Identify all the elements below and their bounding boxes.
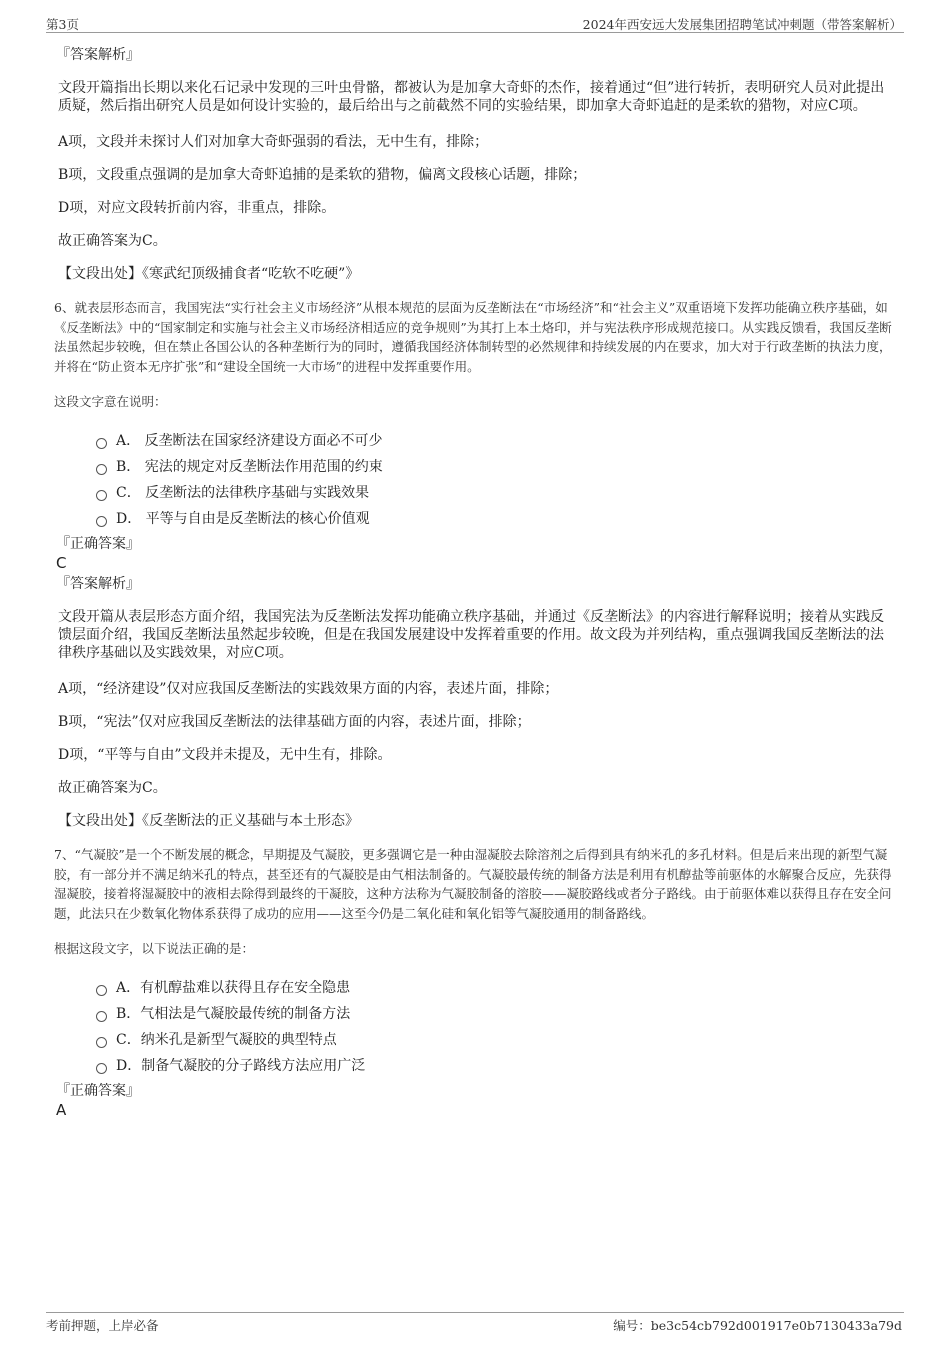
question-7-options [96, 974, 896, 1078]
analysis-paragraph: 文段开篇指出长期以来化石记录中发现的三叶虫骨骼，都被认为是加拿大奇虾的杰作，接着通过“但”进行转折，表明研究人员对此提出质疑，然后指出研究人员是如何设计实验的，最后给出与之前截然不同的实验结果，即加拿大奇虾追赶的是柔软的猎物，对应C项。 [58, 80, 885, 114]
option-c[interactable] [96, 479, 896, 505]
radio-icon[interactable] [96, 490, 107, 501]
option-label: C．纳米孔是新型气凝胶的典型特点 [116, 1032, 337, 1048]
document-title: 2024年西安远大发展集团招聘笔试冲刺题（带答案解析） [582, 17, 902, 32]
analysis-paragraph: 文段开篇从表层形态方面介绍，我国宪法为反垄断法发挥功能确立秩序基础，并通过《反垄断法》的内容进行解释说明；接着从实践反馈层面介绍，我国反垄断法虽然起步较晚，但是在我国发展建设中发挥着重要的作用。故文段为并列结构，重点强调我国反垄断法的法律秩序基础以及实践效果，对应C项。 [58, 609, 884, 661]
radio-icon[interactable] [96, 1011, 107, 1022]
question-7-text: 7、“气凝胶”是一个不断发展的概念，早期提及气凝胶，更多强调它是一种由湿凝胶去除溶剂之后得到具有纳米孔的多孔材料。但是后来出现的新型气凝胶，有一部分并不满足纳米孔的特点，甚至还有的气凝胶是由气相法制备的。气凝胶最传统的制备方法是利用有机醇盐等前驱体的水解聚合反应，先获得湿凝胶，接着将湿凝胶中的液相去除得到最终的干凝胶，这种方法称为气凝胶制备的溶胶——凝胶路线或者分子路线。由于前驱体难以获得且存在安全问题，此法只在少数氧化物体系获得了成功的应用——这至今仍是二氧化硅和氧化铝等气凝胶通用的制备路线。 [54, 847, 892, 921]
question-6-text: 6、就表层形态而言，我国宪法“实行社会主义市场经济”从根本规范的层面为反垄断法在“市场经济”和“社会主义”双重语境下发挥功能确立秩序基础，如《反垄断法》中的“国家制定和实施与社会主义市场经济相适应的竞争规则”为其打上本土烙印，并与宪法秩序形成规范接口。从实践反馈看，我国反垄断法虽然起步较晚，但在禁止各国公认的各种垄断行为的同时，遵循我国经济体制转型的必然规律和持续发展的内在要求，加大对于行政垄断的执法力度，并将在“防止资本无序扩张”和“建设全国统一大市场”的进程中发挥重要作用。 [54, 300, 892, 374]
option-label: B．气相法是气凝胶最传统的制备方法 [116, 1006, 351, 1022]
correct-answer-label: 『正确答案』 [56, 1083, 140, 1099]
analysis-option-b: B项，“宪法”仅对应我国反垄断法的法律基础方面的内容，表述片面，排除； [58, 714, 531, 730]
option-b[interactable] [96, 1000, 896, 1026]
correct-answer-label: 『正确答案』 [56, 536, 140, 552]
option-d[interactable] [96, 505, 896, 531]
page-footer [46, 1312, 904, 1335]
radio-icon[interactable] [96, 438, 107, 449]
analysis-option-b: B项，文段重点强调的是加拿大奇虾追捕的是柔软的猎物，偏离文段核心话题，排除； [58, 167, 587, 183]
radio-icon[interactable] [96, 1037, 107, 1048]
radio-icon[interactable] [96, 516, 107, 527]
source-citation: 【文段出处】《寒武纪顶级捕食者“吃软不吃硬”》 [58, 266, 360, 282]
option-a[interactable] [96, 974, 896, 1000]
option-label: D． 平等与自由是反垄断法的核心价值观 [116, 511, 370, 527]
question-6-options [96, 427, 896, 531]
option-c[interactable] [96, 1026, 896, 1052]
option-a[interactable] [96, 427, 896, 453]
page-header [46, 14, 904, 33]
analysis-option-a: A项，“经济建设”仅对应我国反垄断法的实践效果方面的内容，表述片面，排除； [58, 681, 559, 697]
analysis-label: 『答案解析』 [56, 47, 140, 63]
page-content [56, 46, 896, 1122]
option-label: C． 反垄断法的法律秩序基础与实践效果 [116, 485, 370, 501]
analysis-label: 『答案解析』 [56, 576, 140, 592]
correct-answer: A [56, 1101, 67, 1119]
document-code: 编号：be3c54cb792d001917e0b7130433a79d [613, 1318, 902, 1333]
option-label: A．有机醇盐难以获得且存在安全隐患 [116, 980, 351, 996]
analysis-conclusion: 故正确答案为C。 [58, 233, 167, 249]
option-label: A． 反垄断法在国家经济建设方面必不可少 [116, 433, 383, 449]
radio-icon[interactable] [96, 985, 107, 996]
option-d[interactable] [96, 1052, 896, 1078]
question-6-stem: 这段文字意在说明： [54, 394, 167, 409]
analysis-option-a: A项，文段并未探讨人们对加拿大奇虾强弱的看法，无中生有，排除； [58, 134, 489, 150]
option-label: B． 宪法的规定对反垄断法作用范围的约束 [116, 459, 383, 475]
page-number: 第3页 [46, 17, 79, 32]
radio-icon[interactable] [96, 464, 107, 475]
question-7-stem: 根据这段文字，以下说法正确的是： [54, 941, 255, 956]
option-b[interactable] [96, 453, 896, 479]
footer-slogan: 考前押题，上岸必备 [46, 1318, 159, 1333]
analysis-conclusion: 故正确答案为C。 [58, 780, 167, 796]
source-citation: 【文段出处】《反垄断法的正义基础与本土形态》 [58, 813, 359, 829]
radio-icon[interactable] [96, 1063, 107, 1074]
analysis-option-d: D项，“平等与自由”文段并未提及，无中生有，排除。 [58, 747, 392, 763]
correct-answer: C [56, 554, 67, 572]
option-label: D．制备气凝胶的分子路线方法应用广泛 [116, 1058, 366, 1074]
analysis-option-d: D项，对应文段转折前内容，非重点，排除。 [58, 200, 336, 216]
